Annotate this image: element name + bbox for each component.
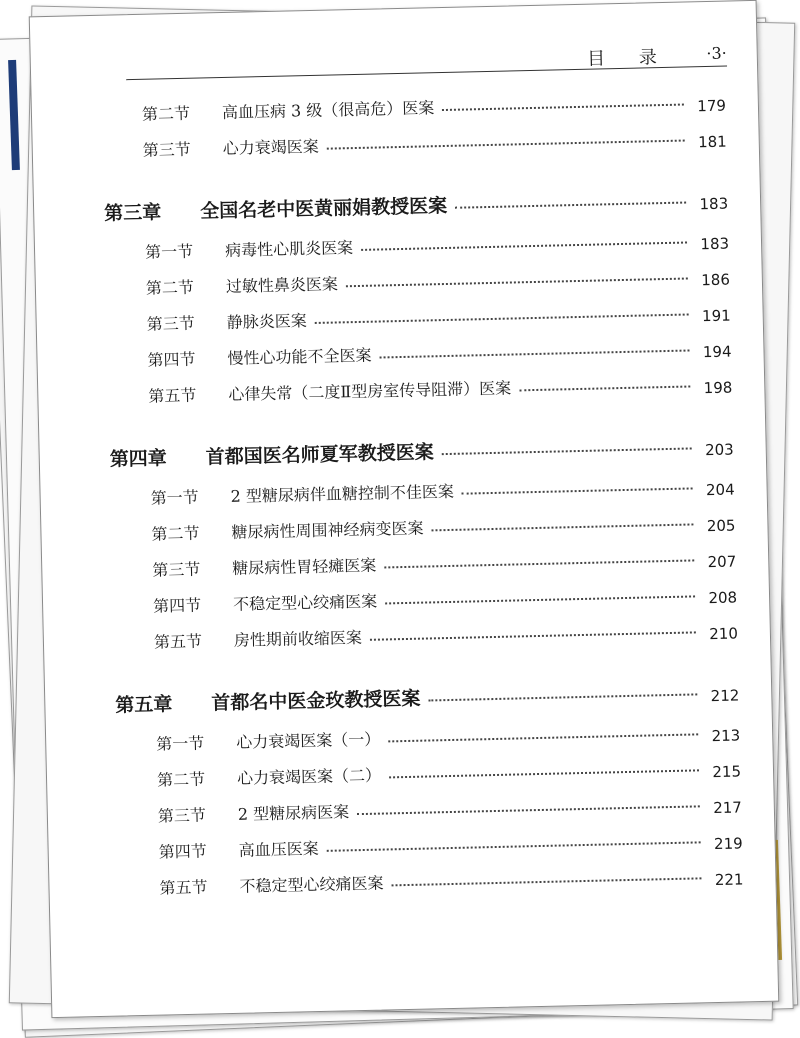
toc-entry-page-number: 183 bbox=[699, 194, 729, 214]
dot-leader bbox=[455, 202, 686, 209]
dot-leader bbox=[357, 805, 700, 815]
toc-entry-page-number: 186 bbox=[701, 270, 731, 290]
toc-entry-page-number: 212 bbox=[710, 686, 740, 706]
dot-leader bbox=[346, 278, 688, 288]
toc-entry-number: 第五节 bbox=[153, 631, 203, 652]
toc-entry-number: 第三节 bbox=[152, 559, 201, 580]
dot-leader bbox=[428, 693, 697, 701]
toc-entry-page-number: 213 bbox=[711, 726, 741, 746]
toc-entry-title: 糖尿病性胃轻瘫医案 bbox=[232, 555, 377, 578]
toc-entry-number: 第五节 bbox=[148, 385, 197, 406]
toc-entry-number: 第一节 bbox=[156, 733, 205, 754]
toc-entry-title: 全国名老中医黄丽娟教授医案 bbox=[199, 194, 448, 223]
toc-entry-page-number: 179 bbox=[697, 96, 727, 116]
dot-leader bbox=[370, 631, 696, 640]
toc-entry-title: 过敏性鼻炎医案 bbox=[225, 273, 339, 296]
toc-entry-page-number: 198 bbox=[703, 378, 733, 398]
dot-leader bbox=[442, 447, 692, 455]
dot-leader bbox=[384, 559, 694, 568]
toc-entry-title: 不稳定型心绞痛医案 bbox=[232, 591, 378, 614]
toc-entry-page-number: 207 bbox=[707, 552, 737, 572]
toc-entry-title: 心力衰竭医案（二） bbox=[236, 765, 382, 788]
dot-leader bbox=[361, 242, 687, 251]
dot-leader bbox=[327, 841, 701, 851]
toc-entry-number: 第四节 bbox=[158, 841, 207, 862]
dot-leader bbox=[385, 595, 695, 604]
dot-leader bbox=[327, 140, 685, 150]
toc-entry-title: 首都名中医金玫教授医案 bbox=[211, 687, 421, 714]
toc-entry-page-number: 208 bbox=[708, 588, 738, 608]
toc-entry-number: 第三节 bbox=[157, 805, 207, 826]
toc-entry-number: 第四章 bbox=[109, 446, 168, 471]
toc-entry-title: 首都国医名师夏军教授医案 bbox=[205, 440, 434, 468]
toc-entry-number: 第二节 bbox=[145, 277, 195, 298]
toc-entry-title: 静脉炎医案 bbox=[226, 310, 307, 332]
toc-entry-page-number: 215 bbox=[712, 762, 742, 782]
toc-entry-page-number: 181 bbox=[697, 132, 727, 152]
dot-leader bbox=[431, 523, 693, 531]
toc-entry-page-number: 194 bbox=[702, 342, 732, 362]
dot-leader bbox=[519, 385, 690, 391]
toc-entry-number: 第二节 bbox=[151, 523, 200, 544]
dot-leader bbox=[462, 487, 693, 494]
toc-entry-page-number: 217 bbox=[713, 798, 743, 818]
toc-entry-page-number: 219 bbox=[713, 834, 743, 854]
toc-entry-number: 第二节 bbox=[156, 769, 206, 790]
toc-entry-title: 慢性心功能不全医案 bbox=[227, 345, 372, 368]
toc-entry-page-number: 191 bbox=[701, 306, 731, 326]
dot-leader bbox=[388, 733, 698, 742]
toc-entry-number: 第三章 bbox=[103, 200, 162, 225]
running-header bbox=[126, 42, 727, 81]
toc-entry-number: 第四节 bbox=[147, 349, 196, 370]
toc-entry-title: 病毒性心肌炎医案 bbox=[224, 237, 354, 260]
toc-entry-title: 高血压医案 bbox=[238, 838, 319, 860]
toc-entry-number: 第二节 bbox=[141, 103, 191, 124]
toc-entry-page-number: 221 bbox=[714, 870, 744, 890]
toc-entry-number: 第一节 bbox=[150, 487, 199, 508]
toc-entry-number: 第五章 bbox=[115, 692, 173, 717]
header-label: 目 录 bbox=[586, 46, 672, 70]
dot-leader bbox=[315, 313, 689, 323]
toc-entry-title: 糖尿病性周围神经病变医案 bbox=[231, 518, 424, 542]
toc-entry-title: 心律失常（二度Ⅱ型房室传导阻滞）医案 bbox=[228, 378, 512, 404]
toc-entry-title: 2 型糖尿病医案 bbox=[237, 801, 350, 824]
toc-entry-page-number: 210 bbox=[709, 624, 739, 644]
toc-entry-page-number: 204 bbox=[705, 480, 735, 500]
toc-entry-number: 第三节 bbox=[146, 313, 195, 334]
toc-entry-page-number: 203 bbox=[704, 440, 734, 460]
toc-entry-page-number: 183 bbox=[700, 234, 730, 254]
header-page-number: ·3· bbox=[706, 43, 727, 64]
toc-entry-number: 第一节 bbox=[144, 241, 194, 262]
toc-entry-number: 第三节 bbox=[142, 139, 192, 160]
dot-leader bbox=[389, 769, 699, 778]
toc-entry-title: 不稳定型心绞痛医案 bbox=[239, 873, 384, 896]
toc-entry-title: 房性期前收缩医案 bbox=[233, 627, 363, 650]
toc-entry-title: 心力衰竭医案 bbox=[222, 136, 319, 158]
dot-leader bbox=[442, 104, 684, 111]
toc-page bbox=[29, 0, 780, 1018]
toc-entry-number: 第四节 bbox=[152, 595, 202, 616]
toc-entry-title: 2 型糖尿病伴血糖控制不佳医案 bbox=[230, 481, 455, 506]
toc-entry-page-number: 205 bbox=[706, 516, 736, 536]
toc-entry-number: 第五节 bbox=[159, 877, 208, 898]
dot-leader bbox=[392, 877, 702, 886]
toc-entry-title: 高血压病 3 级（很高危）医案 bbox=[221, 97, 435, 122]
dot-leader bbox=[380, 349, 690, 358]
toc-entry-title: 心力衰竭医案（一） bbox=[236, 729, 381, 752]
table-of-contents bbox=[102, 82, 744, 906]
